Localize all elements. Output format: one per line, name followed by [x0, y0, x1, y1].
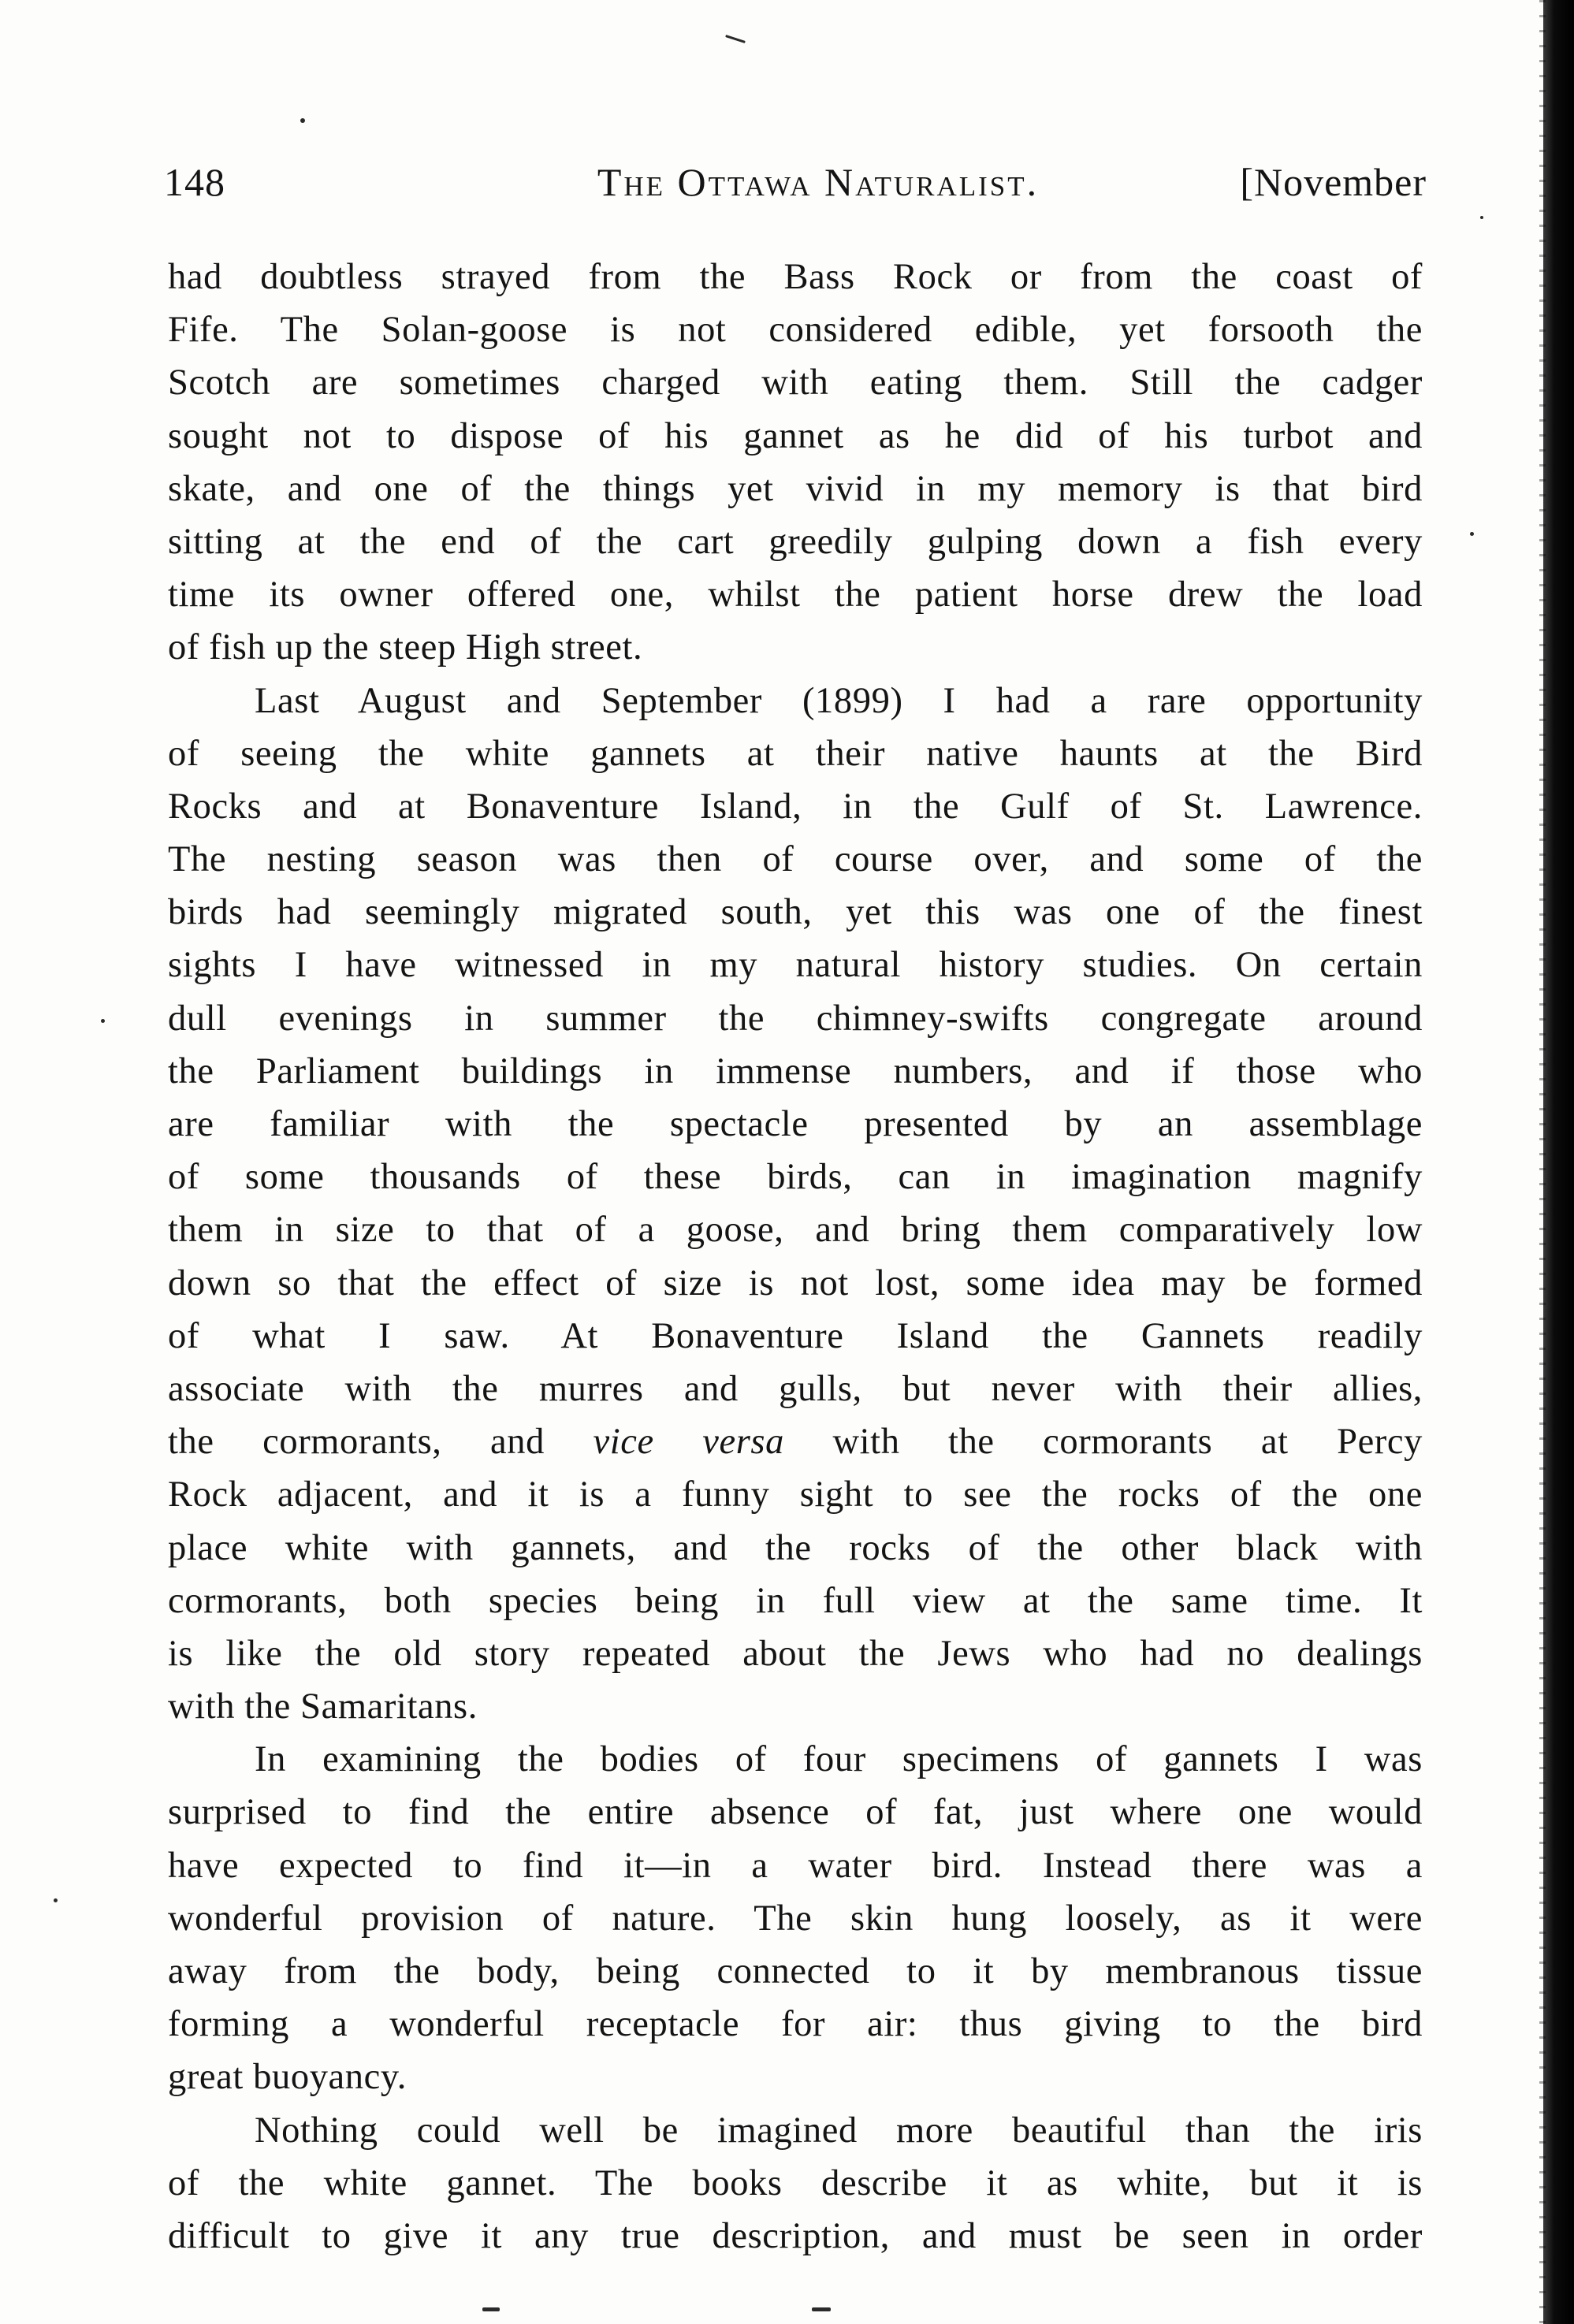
- scan-speck: [300, 118, 305, 123]
- text-line: are familiar with the spectacle presented by an assemblage: [168, 1104, 1423, 1144]
- scan-speck: [812, 2307, 831, 2311]
- text-line: dull evenings in summer the chimney-swifts congregate around: [168, 998, 1423, 1039]
- text-line: of some thousands of these birds, can in imagination magnify: [168, 1157, 1423, 1198]
- scan-speck: [725, 35, 746, 43]
- text-line: Nothing could well be imagined more beautiful than the iris: [255, 2110, 1423, 2151]
- text-line: Last August and September (1899) I had a rare opportunity: [255, 680, 1423, 721]
- text-line: had doubtless strayed from the Bass Rock or from the coast of: [168, 257, 1423, 297]
- text-line: cormorants, both species being in full view at the same time. It: [168, 1580, 1423, 1621]
- text-line: sought not to dispose of his gannet as he did of his turbot and: [168, 415, 1423, 456]
- issue-month: [November: [1240, 160, 1427, 204]
- text-line-with-italic: [168, 1415, 1423, 1468]
- text-line: time its owner offered one, whilst the patient horse drew the load: [168, 574, 1423, 615]
- text-line: have expected to find it—in a water bird. Instead there was a: [168, 1845, 1423, 1886]
- page-number: 148: [164, 160, 225, 204]
- text-line: of seeing the white gannets at their native haunts at the Bird: [168, 733, 1423, 774]
- page-edge-marks: [1539, 0, 1546, 2324]
- text-line: wonderful provision of nature. The skin hung loosely, as it were: [168, 1898, 1423, 1939]
- text-line: difficult to give it any true description, and must be seen in order: [168, 2215, 1423, 2256]
- text-line: sights I have witnessed in my natural history studies. On certain: [168, 945, 1423, 986]
- text-line: down so that the effect of size is not lost, some idea may be formed: [168, 1262, 1423, 1303]
- text-line: the Parliament buildings in immense numbers, and if those who: [168, 1050, 1423, 1091]
- text-line: Rock adjacent, and it is a funny sight to see the rocks of the one: [168, 1474, 1423, 1515]
- text-line: In examining the bodies of four specimens of gannets I was: [255, 1739, 1423, 1780]
- text-line: of what I saw. At Bonaventure Island the Gannets readily: [168, 1315, 1423, 1356]
- article-body: [168, 251, 1423, 2263]
- text-line: of fish up the steep High street.: [168, 627, 643, 668]
- text-line: place white with gannets, and the rocks of the other black with: [168, 1527, 1423, 1568]
- text-line: skate, and one of the things yet vivid in my memory is that bird: [168, 468, 1423, 509]
- text-line: of the white gannet. The books describe it as white, but it is: [168, 2162, 1423, 2203]
- text-line: Scotch are sometimes charged with eating them. Still the cadger: [168, 363, 1423, 403]
- text-line: with the Samaritans.: [168, 1686, 478, 1727]
- italic-phrase: vice versa: [593, 1422, 784, 1463]
- text-line: birds had seemingly migrated south, yet this was one of the finest: [168, 892, 1423, 933]
- page-edge-shadow: [1543, 0, 1574, 2324]
- text-line: forming a wonderful receptacle for air: thus giving to the bird: [168, 2004, 1423, 2045]
- scan-speck: [1470, 532, 1474, 536]
- running-header: [164, 154, 1427, 210]
- scan-speck: [54, 1898, 58, 1902]
- running-title: The Ottawa Naturalist.: [597, 160, 1040, 204]
- text-line: Fife. The Solan-goose is not considered edible, yet forsooth the: [168, 310, 1423, 351]
- text-line: surprised to find the entire absence of fat, just where one would: [168, 1792, 1423, 1833]
- text-line: The nesting season was then of course over, and some of the: [168, 839, 1423, 880]
- text-line: away from the body, being connected to it by membranous tissue: [168, 1951, 1423, 1991]
- text-line: them in size to that of a goose, and bring them comparatively low: [168, 1210, 1423, 1251]
- text-line: sitting at the end of the cart greedily gulping down a fish every: [168, 521, 1423, 562]
- scan-speck: [482, 2307, 500, 2311]
- text-line: great buoyancy.: [168, 2057, 407, 2098]
- scan-speck: [1480, 216, 1483, 219]
- text-line: associate with the murres and gulls, but never with their allies,: [168, 1368, 1423, 1409]
- text-line: Rocks and at Bonaventure Island, in the Gulf of St. Lawrence.: [168, 786, 1423, 827]
- text-fragment: the cormorants, and: [168, 1422, 545, 1463]
- scan-speck: [101, 1019, 105, 1023]
- text-fragment: with the cormorants at Percy: [832, 1422, 1423, 1463]
- text-line: is like the old story repeated about the Jews who had no dealings: [168, 1633, 1423, 1674]
